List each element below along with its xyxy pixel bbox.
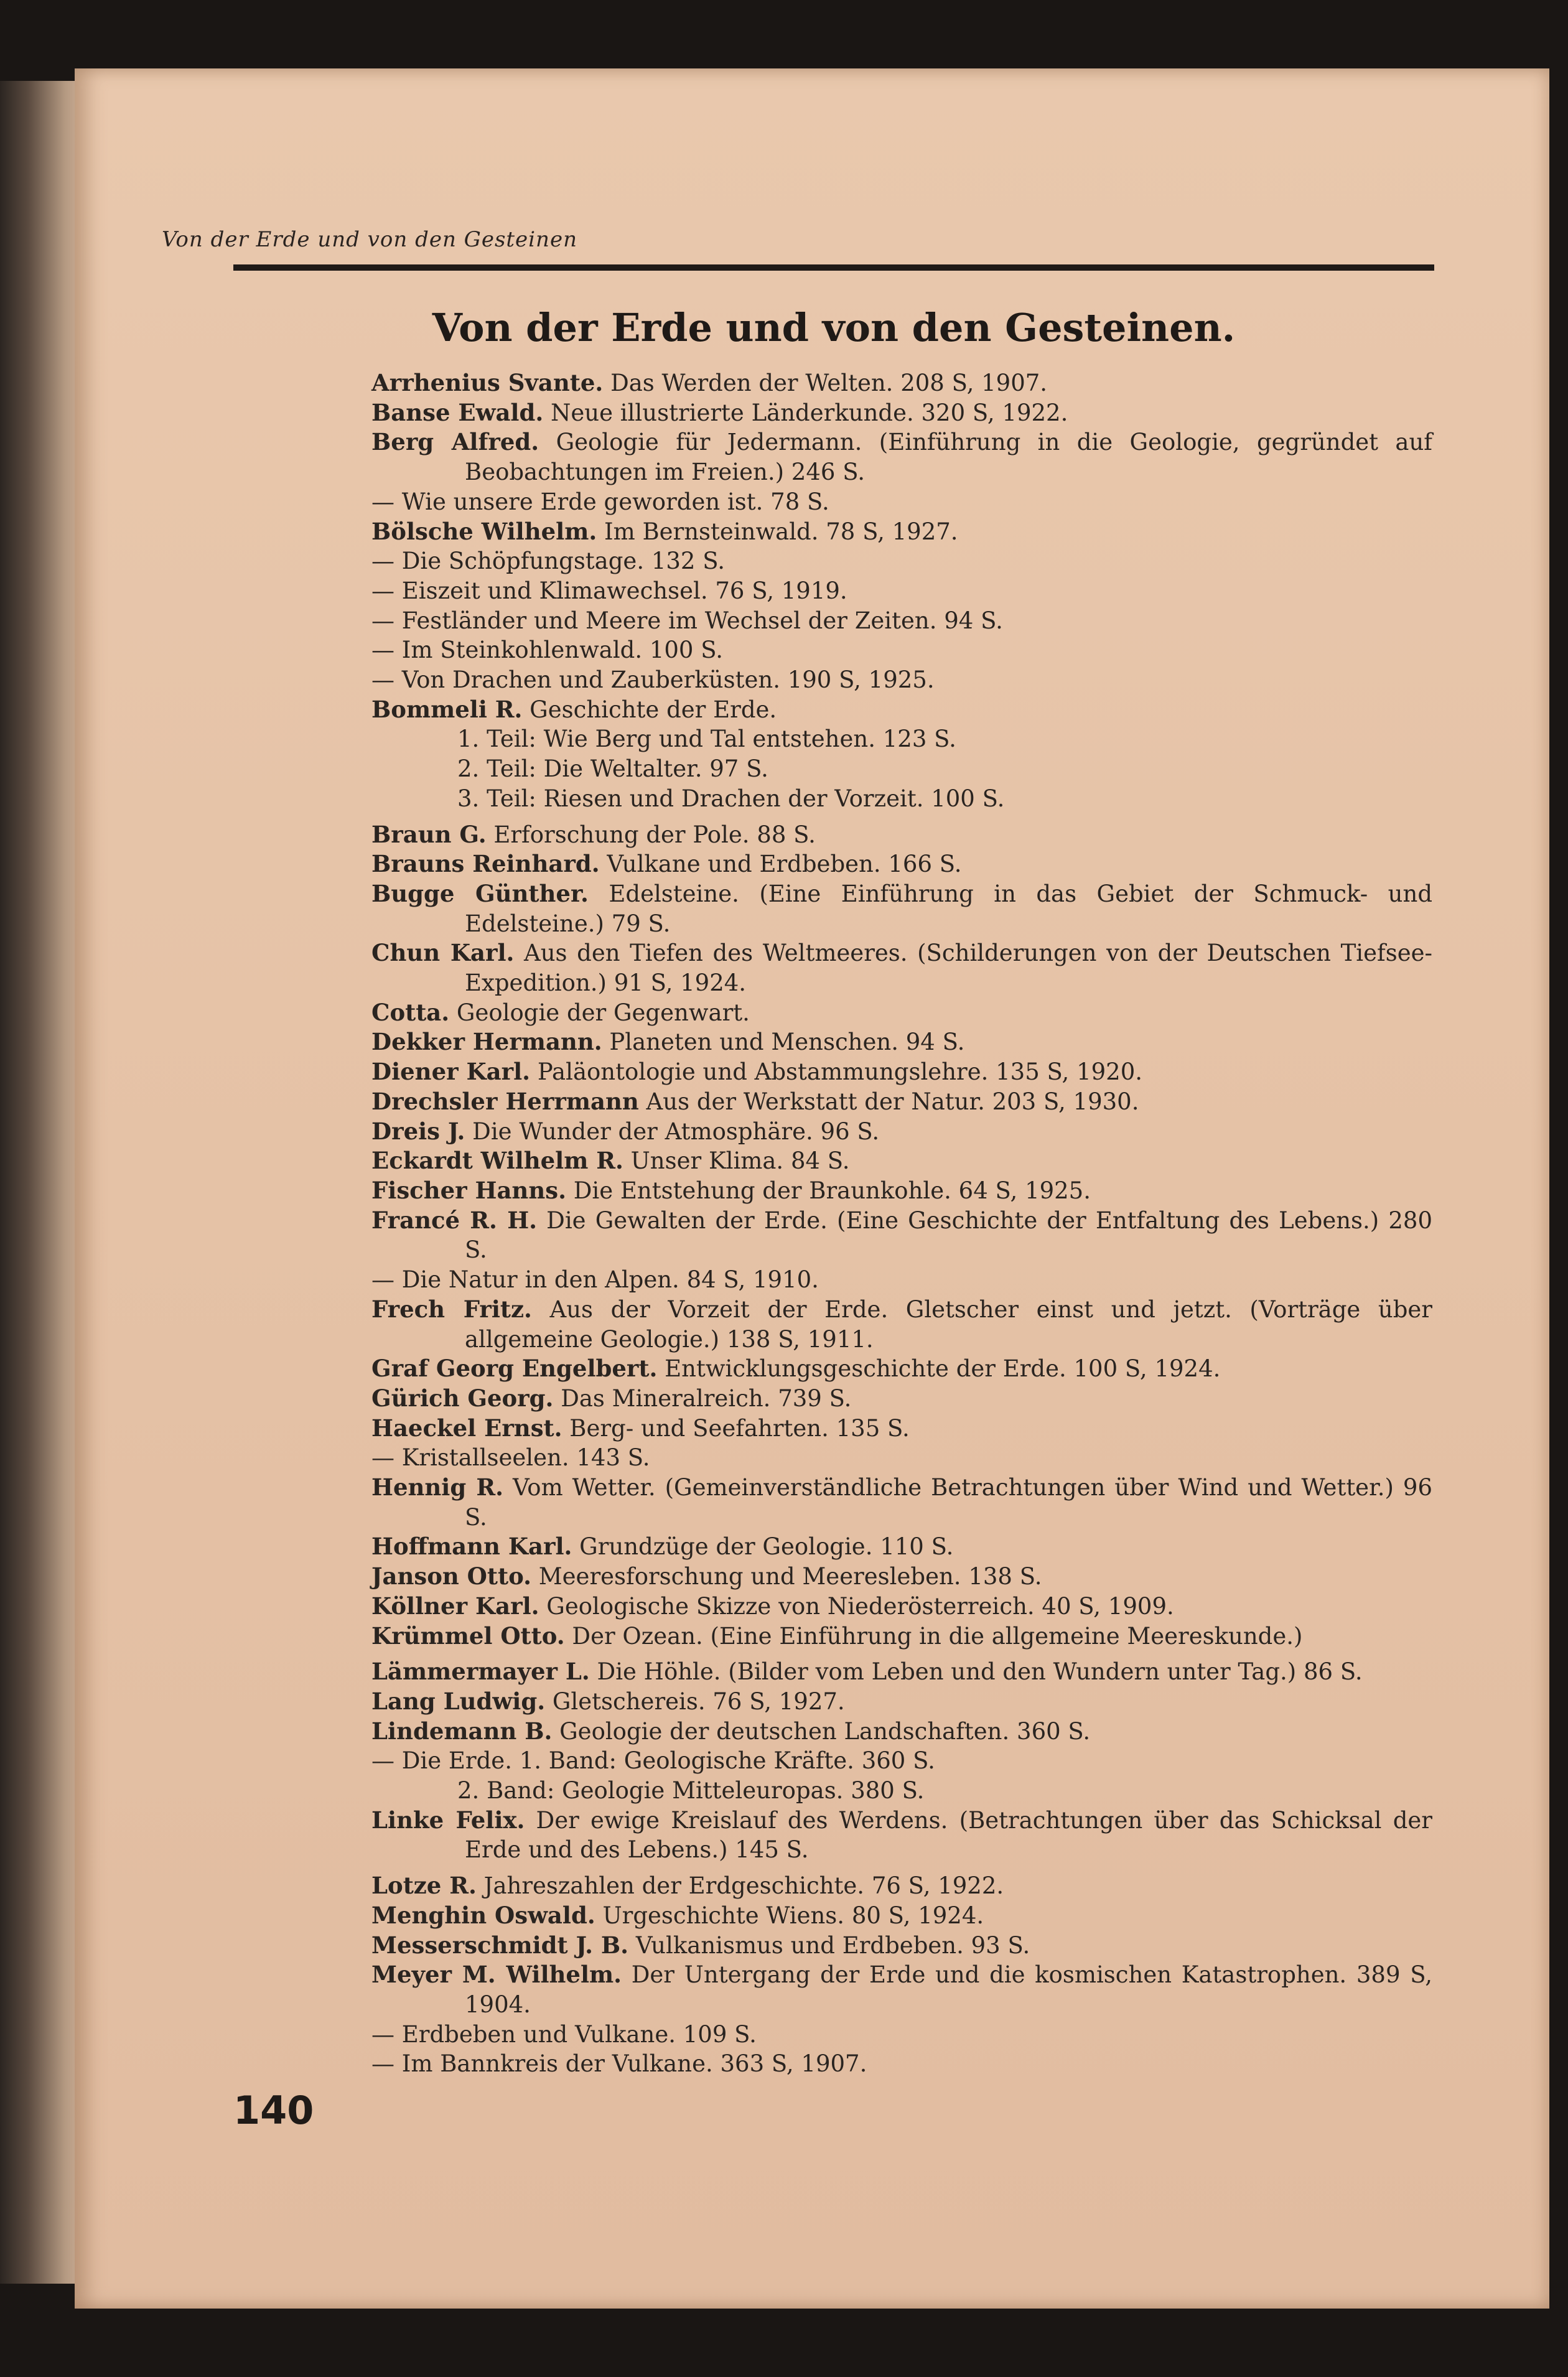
entry-text: Das Werden der Welten. 208 S, 1907.: [603, 370, 1048, 396]
entry-text: Das Mineralreich. 739 S.: [553, 1385, 852, 1412]
entry-author: Bommeli R.: [371, 695, 523, 723]
entry-author: Köllner Karl.: [371, 1592, 539, 1620]
entry-author: Graf Georg Engelbert.: [371, 1355, 658, 1383]
entry-text: — Im Bannkreis der Vulkane. 363 S, 1907.: [371, 2050, 867, 2078]
list-item: [371, 606, 1432, 636]
list-item: [371, 849, 1432, 879]
list-item: [371, 1622, 1432, 1651]
entry-author: Chun Karl.: [371, 939, 515, 967]
entry-text: Erforschung der Pole. 88 S.: [486, 821, 816, 848]
list-item: [371, 1592, 1432, 1622]
list-item: [371, 1206, 1432, 1265]
list-item: [371, 879, 1432, 938]
list-item: [371, 1087, 1432, 1117]
entry-text: — Eiszeit und Klimawechsel. 76 S, 1919.: [371, 577, 847, 604]
list-item: [371, 998, 1432, 1028]
list-item: [371, 1295, 1432, 1354]
entry-author: Arrhenius Svante.: [371, 369, 604, 396]
list-item: [371, 487, 1432, 517]
entry-text: Meeresforschung und Meeresleben. 138 S.: [531, 1563, 1042, 1590]
list-item: [371, 368, 1432, 398]
entry-text: — Die Schöpfungstage. 132 S.: [371, 548, 726, 575]
header-rule: [233, 264, 1434, 271]
entry-author: Hennig R.: [371, 1473, 503, 1501]
entry-text: Berg- und Seefahrten. 135 S.: [562, 1414, 910, 1442]
list-item: [371, 1057, 1432, 1087]
list-item: [371, 2049, 1432, 2079]
entry-author: Francé R. H.: [371, 1206, 538, 1234]
entry-author: Banse Ewald.: [371, 398, 544, 426]
list-item: [371, 1414, 1432, 1444]
entry-text: Jahreszahlen der Erdgeschichte. 76 S, 1922.: [476, 1872, 1004, 1900]
list-item: [371, 546, 1432, 576]
entry-author: Dekker Hermann.: [371, 1028, 602, 1056]
entry-text: Der Untergang der Erde und die kosmischen Katastrophen. 389 S, 1904.: [465, 1961, 1432, 2018]
list-item: [371, 1027, 1432, 1057]
list-item: [371, 1384, 1432, 1414]
entry-text: Der Ozean. (Eine Einführung in die allgemeine Meereskunde.): [564, 1622, 1303, 1650]
entry-text: — Im Steinkohlenwald. 100 S.: [371, 637, 724, 664]
entry-text: Aus der Vorzeit der Erde. Gletscher einst und jetzt. (Vorträge über allgemeine Geologie.) 138 S, 1911.: [465, 1296, 1432, 1353]
entry-author: Lindemann B.: [371, 1717, 553, 1745]
list-item: [371, 427, 1432, 487]
entry-text: — Erdbeben und Vulkane. 109 S.: [371, 2020, 757, 2048]
entry-author: Lämmermayer L.: [371, 1658, 590, 1686]
entry-author: Cotta.: [371, 998, 450, 1026]
entry-author: Messerschmidt J. B.: [371, 1931, 629, 1959]
entry-text: Vulkanismus und Erdbeben. 93 S.: [628, 1931, 1030, 1959]
bibliography-list: [371, 368, 1432, 2079]
entry-author: Brauns Reinhard.: [371, 850, 600, 878]
entry-text: Die Gewalten der Erde. (Eine Geschichte der Entfaltung des Lebens.) 280 S.: [465, 1207, 1432, 1264]
entry-text: — Festländer und Meere im Wechsel der Zeiten. 94 S.: [371, 607, 1003, 634]
list-item-subentry: 1. Teil: Wie Berg und Tal entstehen. 123 S.: [457, 726, 956, 753]
list-item: [371, 576, 1432, 606]
entry-text: Geologie für Jedermann. (Einführung in die Geologie, gegründet auf Beobachtungen im Freien.) 246 S.: [465, 429, 1433, 486]
entry-text: — Wie unsere Erde geworden ist. 78 S.: [371, 488, 829, 515]
entry-author: Eckardt Wilhelm R.: [371, 1147, 623, 1175]
list-item: [371, 1746, 1432, 1776]
entry-text: Aus der Werkstatt der Natur. 203 S, 1930.: [638, 1088, 1139, 1115]
entry-text: Entwicklungsgeschichte der Erde. 100 S, 1924.: [657, 1355, 1221, 1383]
entry-author: Bölsche Wilhelm.: [371, 517, 597, 545]
entry-author: Lang Ludwig.: [371, 1687, 546, 1715]
entry-text: Grundzüge der Geologie. 110 S.: [572, 1533, 954, 1561]
list-item: [371, 1473, 1432, 1532]
list-item: [371, 1265, 1432, 1295]
entry-text: Gletschereis. 76 S, 1927.: [545, 1688, 845, 1715]
list-item: [371, 398, 1432, 428]
entry-text: Die Entstehung der Braunkohle. 64 S, 1925.: [566, 1177, 1091, 1204]
list-item-subentry: 3. Teil: Riesen und Drachen der Vorzeit. 100 S.: [457, 785, 1005, 812]
entry-author: Linke Felix.: [371, 1806, 525, 1834]
entry-text: Vulkane und Erdbeben. 166 S.: [599, 851, 962, 878]
list-item: [371, 938, 1432, 997]
list-item: [371, 1117, 1432, 1147]
entry-text: Planeten und Menschen. 94 S.: [602, 1029, 965, 1056]
list-item: [371, 1901, 1432, 1931]
entry-text: Neue illustrierte Länderkunde. 320 S, 1922.: [543, 399, 1068, 426]
entry-author: Meyer M. Wilhelm.: [371, 1961, 622, 1989]
entry-text: Geschichte der Erde.: [522, 696, 777, 723]
list-item: [371, 1443, 1432, 1473]
entry-text: Die Höhle. (Bilder vom Leben und den Wundern unter Tag.) 86 S.: [589, 1658, 1363, 1686]
entry-author: Berg Alfred.: [371, 428, 539, 456]
entry-text: — Die Erde. 1. Band: Geologische Kräfte. 360 S.: [371, 1747, 935, 1775]
entry-author: Fischer Hanns.: [371, 1176, 566, 1204]
list-item: [371, 820, 1432, 850]
list-item: [371, 1687, 1432, 1717]
entry-author: Krümmel Otto.: [371, 1622, 565, 1650]
entry-author: Diener Karl.: [371, 1058, 531, 1086]
list-item: [371, 1657, 1432, 1687]
entry-author: Frech Fritz.: [371, 1295, 532, 1323]
list-item: [371, 1532, 1432, 1562]
section-title: Von der Erde und von den Gesteinen.: [432, 305, 1236, 350]
entry-author: Haeckel Ernst.: [371, 1414, 562, 1442]
list-item: [371, 1717, 1432, 1747]
entry-text: Geologie der deutschen Landschaften. 360 S.: [552, 1717, 1091, 1745]
entry-text: Paläontologie und Abstammungslehre. 135 S, 1920.: [530, 1058, 1142, 1086]
entry-text: Aus den Tiefen des Weltmeeres. (Schilderungen von der Deutschen Tiefsee-Expedition.) 91 S, 1924.: [465, 940, 1432, 997]
list-item-subentry: 2. Band: Geologie Mitteleuropas. 380 S.: [457, 1777, 925, 1805]
entry-text: Der ewige Kreislauf des Werdens. (Betrachtungen über das Schicksal der Erde und des Lebens.) 145 S.: [465, 1806, 1432, 1864]
list-item: [371, 1931, 1432, 1961]
list-item: [371, 665, 1432, 695]
list-item: [371, 1354, 1432, 1384]
entry-text: — Kristallseelen. 143 S.: [371, 1444, 650, 1472]
page-number: 140: [233, 2088, 314, 2133]
list-item: [371, 1960, 1432, 2019]
entry-text: Geologie der Gegenwart.: [449, 999, 750, 1026]
entry-author: Bugge Günther.: [371, 879, 589, 907]
entry-author: Drechsler Herrmann: [371, 1087, 639, 1115]
list-item-subentry: 2. Teil: Die Weltalter. 97 S.: [457, 755, 768, 783]
list-item: [371, 1871, 1432, 1901]
list-item: [371, 1806, 1432, 1865]
list-item: [371, 1562, 1432, 1592]
entry-text: Geologische Skizze von Niederösterreich. 40 S, 1909.: [539, 1592, 1174, 1620]
entry-author: Hoffmann Karl.: [371, 1533, 572, 1561]
list-item: [371, 1176, 1432, 1206]
list-item: [371, 2020, 1432, 2050]
entry-text: Vom Wetter. (Gemeinverständliche Betrachtungen über Wind und Wetter.) 96 S.: [465, 1474, 1432, 1531]
entry-author: Lotze R.: [371, 1872, 477, 1900]
entry-author: Gürich Georg.: [371, 1384, 554, 1412]
entry-text: Edelsteine. (Eine Einführung in das Gebiet der Schmuck- und Edelsteine.) 79 S.: [465, 880, 1433, 937]
entry-author: Menghin Oswald.: [371, 1901, 595, 1929]
list-item: [371, 695, 1432, 725]
entry-author: Dreis J.: [371, 1117, 465, 1145]
entry-text: — Die Natur in den Alpen. 84 S, 1910.: [371, 1266, 819, 1294]
list-item: [371, 1146, 1432, 1176]
list-item: [371, 635, 1432, 665]
entry-author: Janson Otto.: [371, 1562, 531, 1590]
entry-text: — Von Drachen und Zauberküsten. 190 S, 1925.: [371, 666, 935, 694]
list-item: [371, 517, 1432, 547]
running-head: Von der Erde und von den Gesteinen: [162, 227, 577, 252]
entry-text: Unser Klima. 84 S.: [623, 1147, 850, 1175]
entry-author: Braun G.: [371, 820, 487, 848]
entry-text: Die Wunder der Atmosphäre. 96 S.: [465, 1118, 880, 1145]
entry-text: Urgeschichte Wiens. 80 S, 1924.: [595, 1902, 984, 1929]
entry-text: Im Bernsteinwald. 78 S, 1927.: [597, 518, 958, 545]
